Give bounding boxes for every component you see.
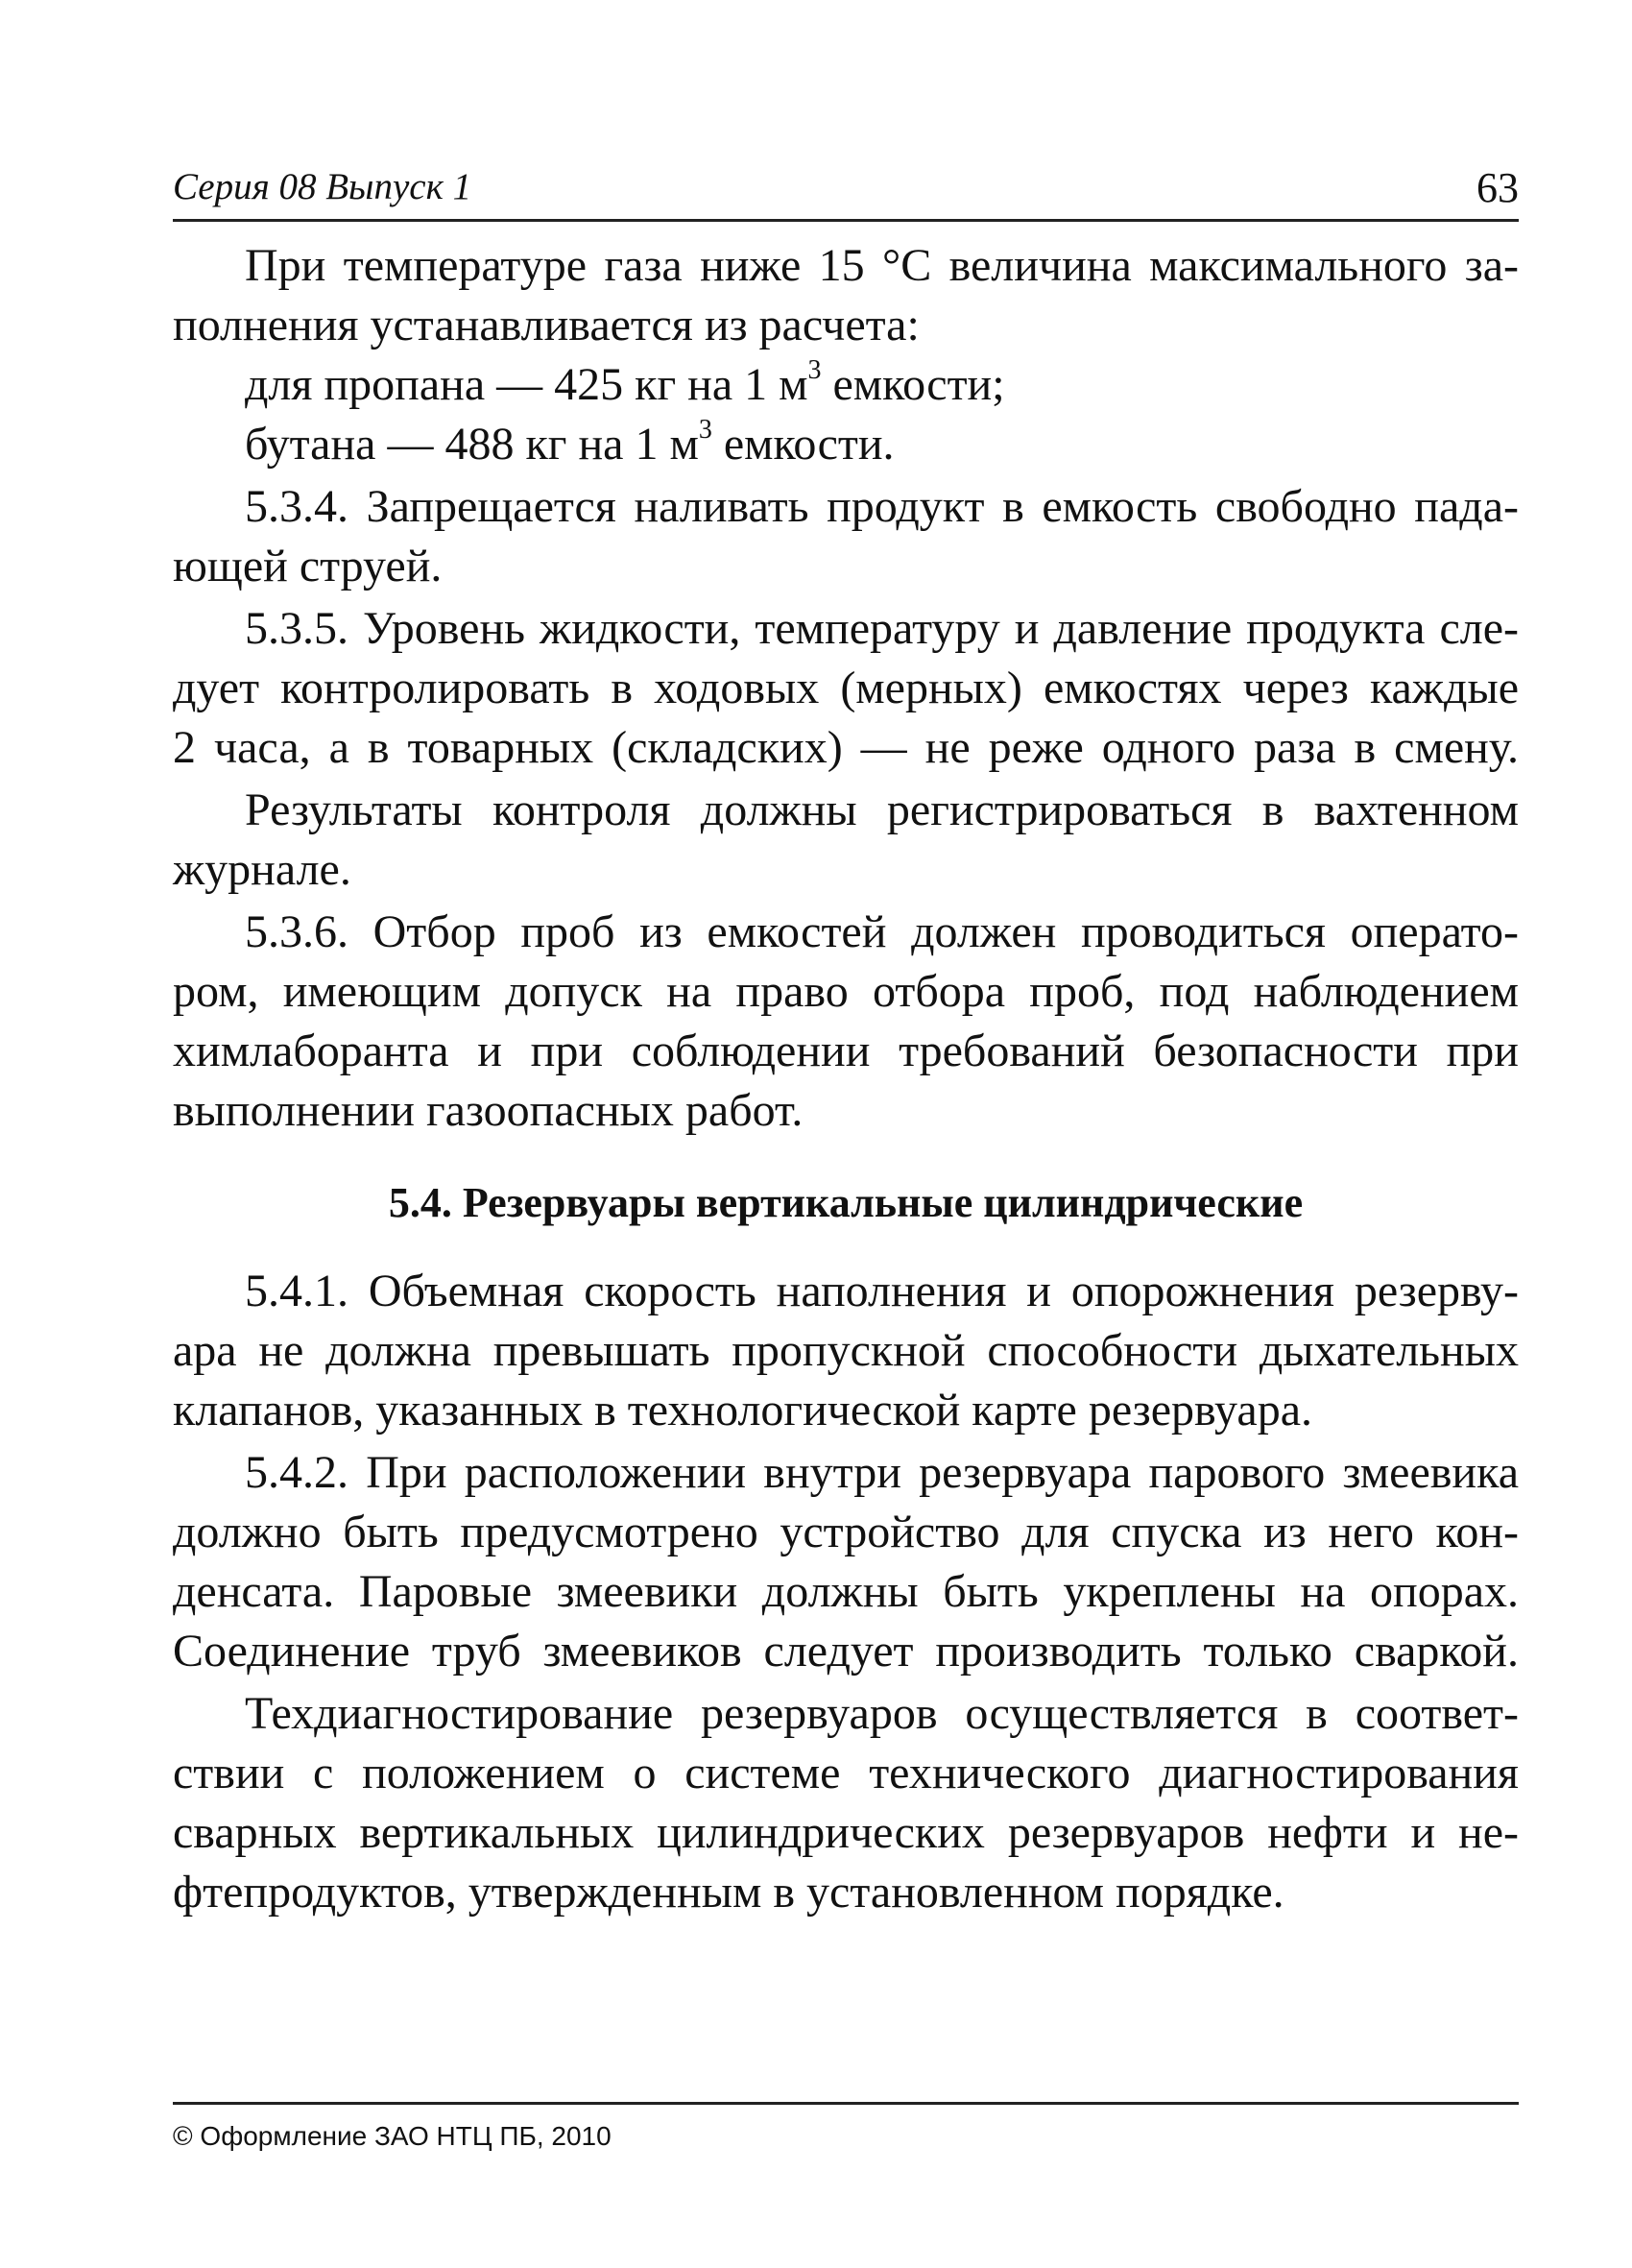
text-line: полнения устанавливается из расчета: [173,300,920,350]
text-line-part: бутана — 488 кг на 1 м [245,419,699,470]
text-line-part: емкости. [711,419,895,470]
text-line: химлаборанта и при соблюдении требований безопасности при [173,1025,1519,1076]
text-line: дует контролировать в ходовых (мерных) емкостях через каждые [173,663,1519,713]
text-line: 5.3.6. Отбор проб из емкостей должен проводиться операто- [245,906,1519,957]
text-line: ствии с положением о системе технического диагностирования [173,1748,1519,1798]
text-line: 2 часа, а в товарных (складских) — не реже одного раза в смену. [173,722,1519,773]
text-line: сварных вертикальных цилиндрических резервуаров нефти и не- [173,1807,1519,1858]
page-number: 63 [1476,164,1519,211]
text-line-part: емкости; [821,359,1005,410]
text-line: Техдиагностирование резервуаров осуществляется в соответ- [245,1688,1519,1739]
text-line: 5.4.2. При расположении внутри резервуара парового змеевика [245,1447,1519,1498]
text-line: ющей струей. [173,541,443,591]
text-line [173,415,1519,474]
text-line: 5.3.4. Запрещается наливать продукт в емкость свободно пада- [245,481,1519,532]
text-line: ара не должна превышать пропускной способности дыхательных [173,1325,1519,1376]
text-line: Результаты контроля должны регистрироваться в вахтенном [245,784,1519,835]
document-page [173,0,1519,2268]
text-line: выполнении газоопасных работ. [173,1085,804,1136]
series-title: Серия 08 Выпуск 1 [173,166,472,207]
text-line: 5.4.1. Объемная скорость наполнения и опорожнения резерву- [245,1266,1519,1316]
text-line: журнале. [173,844,351,895]
superscript: 3 [807,355,822,385]
section-heading: 5.4. Резервуары вертикальные цилиндрические [388,1179,1304,1226]
text-line: должно быть предусмотрено устройство для спуска из него кон- [173,1507,1519,1557]
text-line: фтепродуктов, утвержденным в установленном порядке. [173,1867,1284,1918]
footer-copyright: © Оформление ЗАО НТЦ ПБ, 2010 [173,2121,612,2151]
superscript: 3 [698,415,712,445]
text-line: При температуре газа ниже 15 °С величина максимального за- [245,240,1519,291]
text-line: клапанов, указанных в технологической карте резервуара. [173,1385,1312,1436]
text-line: ром, имеющим допуск на право отбора проб, под наблюдением [173,966,1519,1017]
document-body [173,236,1519,1922]
running-header [173,156,1519,222]
text-line: Соединение труб змеевиков следует производить только сваркой. [173,1626,1519,1677]
footer-divider [173,2102,1519,2105]
text-line: 5.3.5. Уровень жидкости, температуру и давление продукта сле- [245,603,1519,654]
text-line [173,355,1519,415]
text-line: денсата. Паровые змеевики должны быть укреплены на опорах. [173,1566,1519,1617]
text-line-part: для пропана — 425 кг на 1 м [245,359,808,410]
